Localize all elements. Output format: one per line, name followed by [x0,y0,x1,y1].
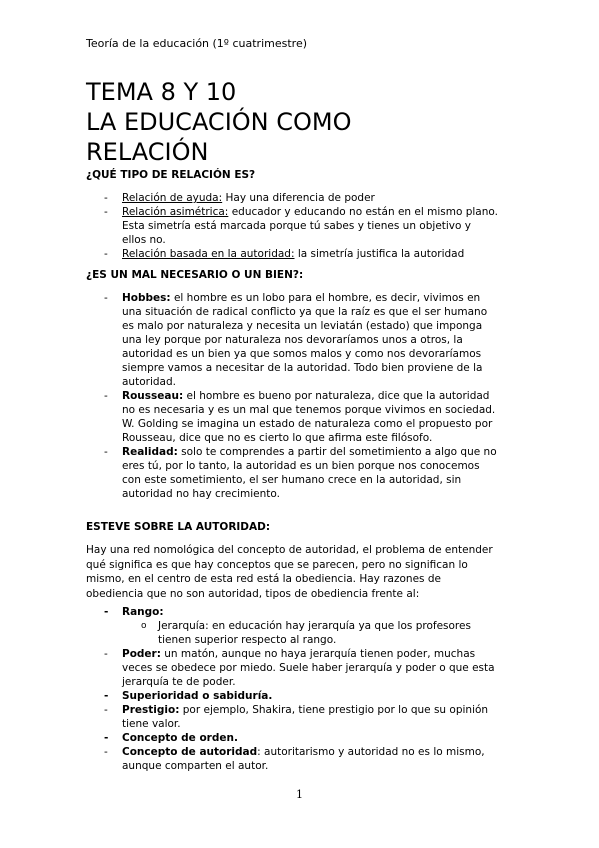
item-text: la simetría justifica la autoridad [294,248,465,260]
item-label: Superioridad o sabiduría. [122,690,273,702]
title-line-3: RELACIÓN [86,138,209,166]
section-heading-tipo-relacion: ¿QUÉ TIPO DE RELACIÓN ES? [86,169,256,181]
item-label: Rousseau: [122,390,184,402]
item-text: Jerarquía: en educación hay jerarquía ya que los profesores tienen superior respecto al rango. [158,620,471,646]
list-item: - Prestigio: por ejemplo, Shakira, tiene prestigio por lo que su opinión tiene valor. [104,704,489,730]
item-text: : autoritarismo y autoridad no es lo mismo, aunque comparten el autor. [122,746,485,772]
list-item: - Relación basada en la autoridad: la simetría justifica la autoridad [104,248,465,260]
page-number: 1 [296,788,303,801]
item-label: Prestigio: [122,704,180,716]
list-item: - Relación de ayuda: Hay una diferencia de poder [104,192,375,204]
sub-list-item: o Jerarquía: en educación hay jerarquía ya que los profesores tienen superior respecto al rango. [141,620,471,646]
list-item: - Poder: un matón, aunque no haya jerarquía tienen poder, muchas veces se obedece por miedo. Suele haber jerarquía y poder o que esta jerarquía te de poder. [104,648,495,688]
item-label: Relación asimétrica: [122,206,229,218]
esteve-paragraph: Hay una red nomológica del concepto de autoridad, el problema de entender qué significa es que hay conceptos que se parecen, pero no significan lo mismo, en el centro de esta red está la obediencia. Hay razones de obediencia que no son autoridad, tipos de obediencia frente al: [86,544,493,600]
item-label: Hobbes: [122,292,171,304]
item-text: solo te comprendes a partir del sometimiento a algo que no eres tú, por lo tanto, la autoridad es un bien porque nos conocemos con este sometimiento, el ser humano crece en la autoridad, sin autoridad no hay crecimiento. [122,446,497,500]
item-text: el hombre es un lobo para el hombre, es decir, vivimos en una situación de radical conflicto ya que la raíz es que el ser humano es malo por naturaleza y necesita un leviatán (estado) que imponga una ley porque por naturaleza nos devoraríamos unos a otros, la autoridad es un bien ya que somos malos y como nos devoraríamos siempre vamos a necesitar de la autoridad. Todo bien proviene de la autoridad. [122,292,488,388]
page-title [86,77,352,167]
section-heading-esteve: ESTEVE SOBRE LA AUTORIDAD: [86,521,271,533]
item-text: el hombre es bueno por naturaleza, dice que la autoridad no es necesaria y es un mal que tenemos porque vivimos en sociedad. W. Golding se imagina un estado de naturaleza como el propuesto por Rousseau, dice que no es cierto lo que afirma este filósofo. [122,390,496,444]
title-line-1: TEMA 8 Y 10 [86,78,237,106]
item-label: Realidad: [122,446,178,458]
item-text: un matón, aunque no haya jerarquía tienen poder, muchas veces se obedece por miedo. Suele haber jerarquía y poder o que esta jerarquía te de poder. [122,648,495,688]
list-item: - Concepto de autoridad: autoritarismo y autoridad no es lo mismo, aunque comparten el autor. [104,746,485,772]
item-label: Concepto de orden. [122,732,238,744]
philosophers-list [86,291,498,501]
list-item: - Rango: [104,606,164,618]
item-text: educador y educando no están en el mismo plano. Esta simetría está marcada porque tú sabes y tienes un objetivo y ellos no. [122,206,498,246]
page-header: Teoría de la educación (1º cuatrimestre) [86,37,308,50]
item-label: Rango: [122,606,164,618]
title-line-2: LA EDUCACIÓN COMO [86,108,352,136]
list-item: - Concepto de orden. [104,732,238,744]
obedience-types-list [86,605,498,773]
item-label: Relación basada en la autoridad: [122,248,295,260]
item-text: por ejemplo, Shakira, tiene prestigio por lo que su opinión tiene valor. [122,704,489,730]
list-item: - Superioridad o sabiduría. [104,690,273,702]
item-label: Relación de ayuda: [122,192,223,204]
list-item: - Relación asimétrica: educador y educando no están en el mismo plano. Esta simetría está marcada porque tú sabes y tienes un objetivo y ellos no. [104,206,498,246]
list-item: - Realidad: solo te comprendes a partir del sometimiento a algo que no eres tú, por lo tanto, la autoridad es un bien porque nos conocemos con este sometimiento, el ser humano crece en la autoridad, sin autoridad no hay crecimiento. [104,446,497,500]
item-label: Concepto de autoridad [122,746,258,758]
item-label: Poder: [122,648,161,660]
item-text: Hay una diferencia de poder [222,192,375,204]
list-item: - Rousseau: el hombre es bueno por naturaleza, dice que la autoridad no es necesaria y es un mal que tenemos porque vivimos en sociedad. W. Golding se imagina un estado de naturaleza como el propuesto por Rousseau, dice que no es cierto lo que afirma este filósofo. [104,390,496,444]
relation-type-list [86,191,498,261]
list-item: - Hobbes: el hombre es un lobo para el hombre, es decir, vivimos en una situación de radical conflicto ya que la raíz es que el ser humano es malo por naturaleza y necesita un leviatán (estado) que imponga una ley porque por naturaleza nos devoraríamos unos a otros, la autoridad es un bien ya que somos malos y como nos devoraríamos siempre vamos a necesitar de la autoridad. Todo bien proviene de la autoridad. [104,292,488,388]
section-heading-mal-o-bien: ¿ES UN MAL NECESARIO O UN BIEN?: [86,269,304,281]
